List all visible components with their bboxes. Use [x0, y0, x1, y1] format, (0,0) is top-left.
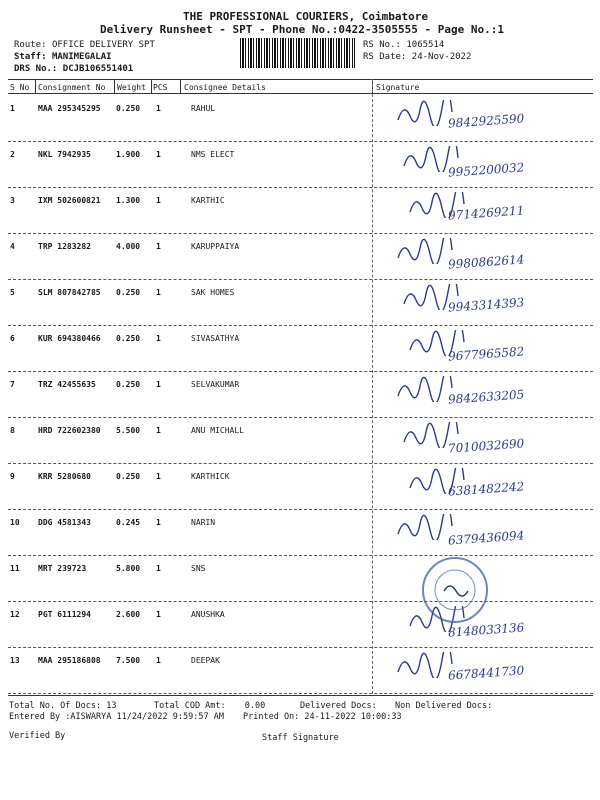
cell-pcs: 1: [156, 288, 161, 297]
table-row: [8, 510, 593, 556]
cell-consignee: SNS: [191, 564, 206, 573]
cell-weight: 1.300: [116, 196, 141, 205]
table-top-border: [8, 79, 593, 80]
cell-pcs: 1: [156, 656, 161, 665]
table-row: [8, 234, 593, 280]
cell-weight: 0.250: [116, 380, 141, 389]
rs-no-value: 1065514: [406, 40, 445, 50]
total-docs: [9, 701, 117, 711]
cell-pcs: 1: [156, 380, 161, 389]
col-divider: [151, 79, 152, 93]
staff-label: Staff:: [14, 52, 47, 62]
cell-sno: 6: [10, 334, 15, 343]
cell-sno: 13: [10, 656, 20, 665]
cell-consignee: KARTHIC: [191, 196, 225, 205]
cell-consignee: SELVAKUMAR: [191, 380, 240, 389]
table-row: [8, 96, 593, 142]
cell-consignment: KRR 5280680: [38, 472, 91, 481]
col-divider: [35, 79, 36, 93]
cell-sno: 1: [10, 104, 15, 113]
table-row: [8, 602, 593, 648]
col-header-consignment: Consignment No: [38, 83, 106, 92]
col-divider: [114, 79, 115, 93]
table-row: [8, 326, 593, 372]
route-label: Route:: [14, 40, 47, 50]
footer-divider: [8, 695, 593, 696]
table-row: [8, 464, 593, 510]
route-line: [14, 40, 155, 50]
entered-by: Entered By :AISWARYA 11/24/2022 9:59:57 AM: [9, 712, 224, 722]
cell-consignee: SAK HOMES: [191, 288, 235, 297]
cell-consignee: ANUSHKA: [191, 610, 225, 619]
runsheet-title: Delivery Runsheet - SPT - Phone No.:0422-3505555 - Page No.:1: [100, 23, 504, 36]
cell-weight: 7.500: [116, 656, 141, 665]
cell-consignment: SLM 807842785: [38, 288, 101, 297]
table-row: [8, 372, 593, 418]
col-header-sno: S No: [10, 83, 30, 92]
cell-pcs: 1: [156, 242, 161, 251]
rs-date-label: RS Date:: [363, 52, 407, 62]
drs-value: DCJB106551401: [62, 64, 134, 74]
rs-no-line: [363, 40, 444, 50]
cell-weight: 0.245: [116, 518, 141, 527]
cell-sno: 7: [10, 380, 15, 389]
cell-consignee: RAHUL: [191, 104, 216, 113]
college-stamp: [420, 555, 490, 625]
handwritten-phone: 9842925590: [447, 111, 525, 131]
route-value: OFFICE DELIVERY SPT: [51, 40, 155, 50]
printed-on: Printed On: 24-11-2022 10:00:33: [243, 712, 402, 722]
cell-consignment: HRD 722602380: [38, 426, 101, 435]
non-delivered-docs-label: Non Delivered Docs:: [395, 701, 493, 711]
cell-weight: 4.000: [116, 242, 141, 251]
cell-sno: 2: [10, 150, 15, 159]
cell-sno: 10: [10, 518, 20, 527]
rs-no-label: RS No.:: [363, 40, 401, 50]
cell-weight: 5.500: [116, 426, 141, 435]
row-separator: [8, 693, 593, 694]
cell-pcs: 1: [156, 426, 161, 435]
staff-signature-label: Staff Signature: [262, 733, 339, 743]
cell-weight: 0.250: [116, 472, 141, 481]
col-header-signature: Signature: [376, 83, 420, 92]
table-row: [8, 418, 593, 464]
table-row: [8, 142, 593, 188]
cell-sno: 5: [10, 288, 15, 297]
delivered-docs-label: Delivered Docs:: [300, 701, 377, 711]
table-row: [8, 648, 593, 694]
col-header-weight: Weight: [117, 83, 146, 92]
cell-pcs: 1: [156, 472, 161, 481]
staff-value: MANIMEGALAI: [51, 52, 112, 62]
total-docs-value: 13: [106, 701, 117, 711]
total-cod-label: Total COD Amt:: [154, 701, 226, 711]
barcode: [240, 38, 355, 68]
cell-pcs: 1: [156, 334, 161, 343]
handwritten-phone: 9943314393: [447, 295, 525, 315]
cell-consignment: MAA 295345295: [38, 104, 101, 113]
cell-sno: 11: [10, 564, 20, 573]
handwritten-phone: 9980862614: [447, 252, 525, 272]
table-row: [8, 556, 593, 602]
cell-consignment: DDG 4581343: [38, 518, 91, 527]
handwritten-phone: 7010032690: [447, 436, 525, 456]
cell-consignee: DEEPAK: [191, 656, 220, 665]
cell-pcs: 1: [156, 104, 161, 113]
handwritten-phone: 9677965582: [447, 344, 525, 364]
cell-weight: 2.600: [116, 610, 141, 619]
handwritten-phone: 9952200032: [447, 160, 525, 180]
cell-sno: 3: [10, 196, 15, 205]
total-cod-value: 0.00: [244, 701, 266, 711]
handwritten-phone: 9842633205: [447, 387, 525, 407]
cell-consignment: MAA 295186808: [38, 656, 101, 665]
cell-consignment: TRP 1283282: [38, 242, 91, 251]
cell-consignee: SIVASATHYA: [191, 334, 240, 343]
cell-consignee: KARUPPAIYA: [191, 242, 240, 251]
rs-date-value: 24-Nov-2022: [411, 52, 472, 62]
table-row: [8, 280, 593, 326]
company-name: THE PROFESSIONAL COURIERS, Coimbatore: [183, 10, 429, 23]
cell-consignment: TRZ 42455635: [38, 380, 96, 389]
cell-consignment: NKL 7942935: [38, 150, 91, 159]
cell-weight: 0.250: [116, 104, 141, 113]
drs-line: [14, 64, 133, 74]
cell-pcs: 1: [156, 564, 161, 573]
cell-consignee: KARTHICK: [191, 472, 230, 481]
cell-sno: 4: [10, 242, 15, 251]
cell-pcs: 1: [156, 610, 161, 619]
cell-weight: 0.250: [116, 288, 141, 297]
cell-pcs: 1: [156, 196, 161, 205]
cell-consignee: ANU MICHALL: [191, 426, 244, 435]
total-cod: [154, 701, 265, 711]
handwritten-phone: 6381482242: [447, 479, 525, 499]
cell-consignment: PGT 6111294: [38, 610, 91, 619]
handwritten-phone: 6678441730: [447, 663, 525, 683]
drs-label: DRS No.:: [14, 64, 58, 74]
table-row: [8, 188, 593, 234]
cell-consignment: MRT 239723: [38, 564, 87, 573]
cell-weight: 5.800: [116, 564, 141, 573]
cell-weight: 1.900: [116, 150, 141, 159]
verified-by: Verified By: [9, 731, 66, 741]
col-divider: [180, 79, 181, 93]
table-header-border: [8, 93, 593, 94]
cell-pcs: 1: [156, 150, 161, 159]
cell-consignment: KUR 694380466: [38, 334, 101, 343]
cell-consignee: NMS ELECT: [191, 150, 235, 159]
cell-sno: 8: [10, 426, 15, 435]
handwritten-phone: 8148033136: [447, 620, 525, 640]
cell-pcs: 1: [156, 518, 161, 527]
cell-weight: 0.250: [116, 334, 141, 343]
handwritten-phone: 9714269211: [447, 203, 525, 223]
col-header-pcs: PCS: [153, 83, 168, 92]
handwritten-phone: 6379436094: [447, 528, 525, 548]
cell-consignee: NARIN: [191, 518, 216, 527]
cell-sno: 9: [10, 472, 15, 481]
cell-consignment: IXM 502600821: [38, 196, 101, 205]
cell-sno: 12: [10, 610, 20, 619]
rs-date-line: [363, 52, 471, 62]
total-docs-label: Total No. Of Docs:: [9, 701, 102, 711]
staff-line: [14, 52, 112, 62]
col-header-consignee: Consignee Details: [184, 83, 266, 92]
